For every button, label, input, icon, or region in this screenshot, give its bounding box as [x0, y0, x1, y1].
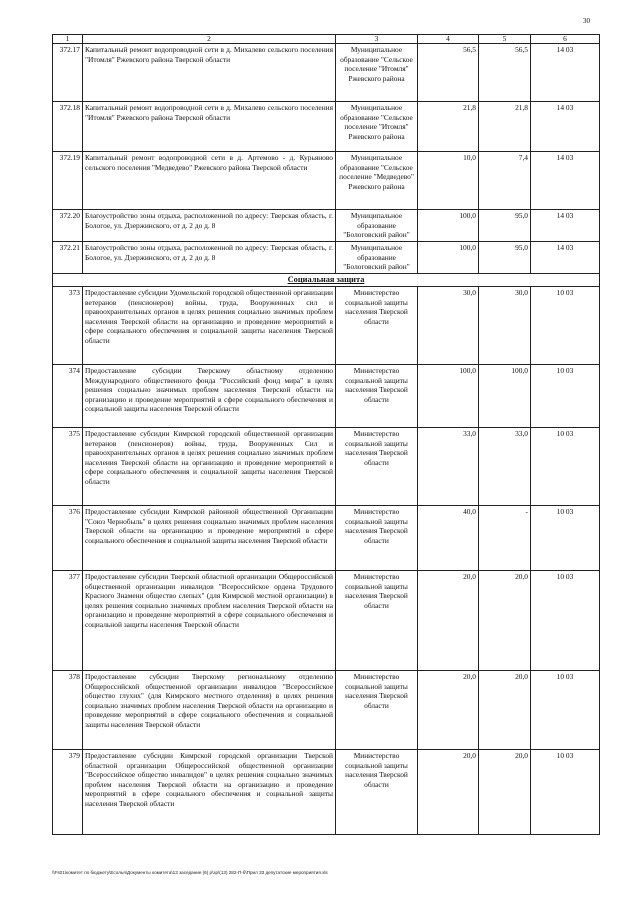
row-number: 372.20	[53, 210, 83, 242]
row-code: 14 03	[531, 210, 600, 242]
row-organization: Муниципальное образование "Сельское поселение "Итомля" Ржевского района	[336, 102, 418, 152]
row-code: 14 03	[531, 44, 600, 102]
header-cell: 6	[531, 35, 600, 44]
row-value-actual: 95,0	[479, 210, 531, 242]
row-code: 10 03	[531, 750, 600, 835]
row-description: Предоставление субсидии Удомельской городской общественной организации ветеранов (пенсионеров) войны, труда, Вооруженных сил и правоохранительных органов в целях решения социально значимых проблем населения Тверской области на организацию и проведение мероприятий в сфере социального обеспечения и социальной защиты населения Тверской области	[83, 287, 336, 365]
header-cell: 5	[479, 35, 531, 44]
row-organization: Министерство социальной защиты населения Тверской области	[336, 428, 418, 506]
section-title: Социальная защита	[53, 274, 600, 287]
table-row	[53, 287, 600, 365]
header-cell: 3	[336, 35, 418, 44]
row-value-planned: 100,0	[418, 365, 479, 428]
row-description: Предоставление субсидии Кимрской городской общественной организации ветеранов (пенсионеров) войны, труда, Вооруженных Сил и правоохранительных органов в целях решения социально значимых проблем населения Тверской области на организацию и проведение мероприятий в сфере социального обеспечения и социальной защиты населения Тверской области	[83, 428, 336, 506]
row-value-planned: 56,5	[418, 44, 479, 102]
row-description: Капитальный ремонт водопроводной сети в д. Михалево сельского поселения "Итомля" Ржевского района Тверской области	[83, 102, 336, 152]
row-value-actual: 7,4	[479, 152, 531, 210]
row-value-actual: 30,0	[479, 287, 531, 365]
row-value-actual: 95,0	[479, 242, 531, 274]
row-code: 10 03	[531, 506, 600, 571]
row-description: Благоустройство зоны отдыха, расположенной по адресу: Тверская область, г. Бологое, ул. Дзержинского, от д. 2 до д. 8	[83, 210, 336, 242]
row-value-actual: 20,0	[479, 571, 531, 671]
row-number: 372.17	[53, 44, 83, 102]
row-value-planned: 20,0	[418, 750, 479, 835]
row-value-planned: 10,0	[418, 152, 479, 210]
row-organization: Министерство социальной защиты населения Тверской области	[336, 571, 418, 671]
table-row	[53, 571, 600, 671]
row-value-actual: 100,0	[479, 365, 531, 428]
row-description: Предоставление субсидии Кимрской районной общественной Организации "Союз Чернобыль" в целях решения социально значимых проблем населения Тверской области на организацию и проведение мероприятий в сфере социального обеспечения и социальной защиты населения Тверской области	[83, 506, 336, 571]
page-number: 30	[583, 17, 590, 25]
row-organization: Министерство социальной защиты населения Тверской области	[336, 506, 418, 571]
table-row	[53, 750, 600, 835]
row-value-planned: 20,0	[418, 571, 479, 671]
header-cell: 4	[418, 35, 479, 44]
table-row	[53, 428, 600, 506]
row-code: 10 03	[531, 365, 600, 428]
header-row	[53, 35, 600, 44]
row-value-actual: 56,5	[479, 44, 531, 102]
row-organization: Министерство социальной защиты населения Тверской области	[336, 287, 418, 365]
budget-table	[52, 34, 600, 835]
table-row	[53, 506, 600, 571]
row-code: 10 03	[531, 671, 600, 750]
row-number: 374	[53, 365, 83, 428]
row-number: 379	[53, 750, 83, 835]
row-value-actual: 20,0	[479, 671, 531, 750]
row-value-planned: 30,0	[418, 287, 479, 365]
row-number: 376	[53, 506, 83, 571]
row-code: 14 03	[531, 102, 600, 152]
row-value-planned: 100,0	[418, 210, 479, 242]
row-number: 372.21	[53, 242, 83, 274]
row-value-planned: 20,0	[418, 671, 479, 750]
row-description: Предоставление субсидии Тверскому региональному отделению Общероссийской общественной организации инвалидов "Всероссийское общество глухих" (для Кимрского местного отделения) в целях решения социально значимых проблем населения Тверской области на организацию и проведение мероприятий в сфере социального обеспечения и социальной защиты населения Тверской области	[83, 671, 336, 750]
row-organization: Муниципальное образование "Сельское поселение "Медведево" Ржевского района	[336, 152, 418, 210]
row-value-planned: 21,8	[418, 102, 479, 152]
row-organization: Муниципальное образование "Сельское поселение "Итомля" Ржевского района	[336, 44, 418, 102]
section-row	[53, 274, 600, 287]
row-description: Предоставление субсидии Тверской областной организации Общероссийской общественной организации инвалидов "Всероссийское ордена Трудового Красного Знамени общество слепых" (для Кимрской местной организации) в целях решения социально значимых проблем населения Тверской области на организацию и проведение мероприятий в сфере социального обеспечения и социальной защиты населения Тверской области	[83, 571, 336, 671]
row-organization: Муниципальное образование "Бологовский район"	[336, 242, 418, 274]
row-number: 372.19	[53, 152, 83, 210]
row-code: 10 03	[531, 571, 600, 671]
table-row	[53, 671, 600, 750]
row-number: 372.18	[53, 102, 83, 152]
row-organization: Министерство социальной защиты населения Тверской области	[336, 750, 418, 835]
row-organization: Министерство социальной защиты населения Тверской области	[336, 671, 418, 750]
row-description: Предоставление субсидии Кимрской городской организации Тверской областной организации Общероссийской общественной организации "Всероссийское общество инвалидов" в целях решения социально значимых проблем населения Тверской области на организацию и проведение мероприятий в сфере социального обеспечения и социальной защиты населения Тверской области	[83, 750, 336, 835]
row-value-actual: 21,8	[479, 102, 531, 152]
row-code: 14 03	[531, 242, 600, 274]
row-number: 378	[53, 671, 83, 750]
header-cell: 1	[53, 35, 83, 44]
row-organization: Министерство социальной защиты населения Тверской области	[336, 365, 418, 428]
row-description: Благоустройство зоны отдыха, расположенной по адресу: Тверская область, г. Бологое, ул. Дзержинского, от д. 2 до д. 8	[83, 242, 336, 274]
row-value-actual: 33,0	[479, 428, 531, 506]
row-description: Предоставление субсидии Тверскому областному отделению Международного общественного фонда "Российский фонд мира" в целях решения социально значимых проблем населения Тверской области на организацию и проведение мероприятий в сфере социального обеспечения и социальной защиты населения Тверской области	[83, 365, 336, 428]
row-number: 373	[53, 287, 83, 365]
table-row	[53, 102, 600, 152]
table-row	[53, 152, 600, 210]
table-row	[53, 210, 600, 242]
file-path-footer: \\Fs01\комитет по бюджету\Есолья\Документы комитета\13 заседание (6) р\зр\(13) 282-П-б\Прил 33 депутатские мероприятия.xls	[52, 870, 328, 875]
row-code: 14 03	[531, 152, 600, 210]
row-code: 10 03	[531, 287, 600, 365]
row-number: 377	[53, 571, 83, 671]
row-organization: Муниципальное образование "Бологовский район"	[336, 210, 418, 242]
row-description: Капитальный ремонт водопроводной сети в д. Артемово - д. Курьяново сельского поселения "Медведево" Ржевского района Тверской области	[83, 152, 336, 210]
row-value-actual: 20,0	[479, 750, 531, 835]
header-cell: 2	[83, 35, 336, 44]
row-code: 10 03	[531, 428, 600, 506]
row-value-actual: -	[479, 506, 531, 571]
row-description: Капитальный ремонт водопроводной сети в д. Михалево сельского поселения "Итомля" Ржевского района Тверской области	[83, 44, 336, 102]
row-number: 375	[53, 428, 83, 506]
row-value-planned: 40,0	[418, 506, 479, 571]
table-row	[53, 242, 600, 274]
table-row	[53, 44, 600, 102]
row-value-planned: 100,0	[418, 242, 479, 274]
table-row	[53, 365, 600, 428]
row-value-planned: 33,0	[418, 428, 479, 506]
